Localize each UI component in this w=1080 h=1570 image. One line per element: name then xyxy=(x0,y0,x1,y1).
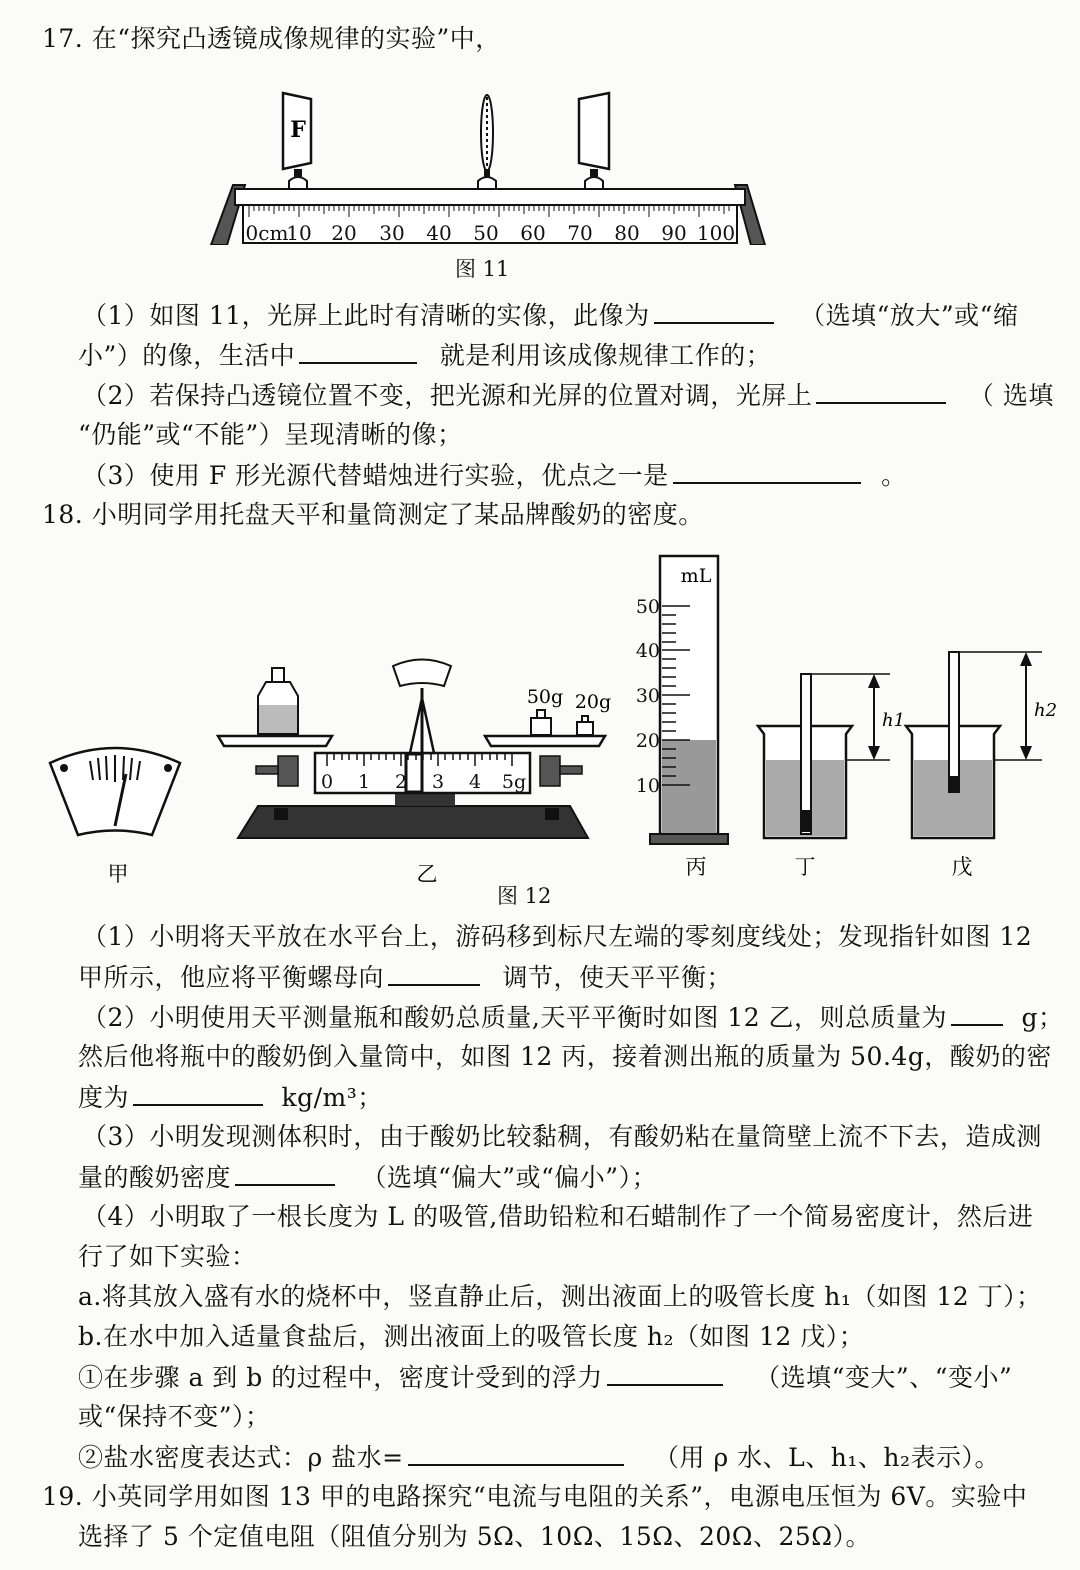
q17-part3-text-b: 。 xyxy=(881,461,907,490)
f-letter: F xyxy=(290,117,306,143)
q18-part2-line3 xyxy=(78,1080,383,1115)
q18-question2-line xyxy=(78,1440,1000,1475)
figure-12 xyxy=(40,548,1060,888)
scale-label-4: 4 xyxy=(468,771,482,793)
q18-question2-text-b: （用 ρ 水、L、h₁、h₂表示）。 xyxy=(654,1443,1000,1472)
q17-part2-line1 xyxy=(82,378,1054,413)
ruler-label-100: 100 xyxy=(696,221,736,245)
q17-part2-text-a: （2）若保持凸透镜位置不变，把光源和光屏的位置对调，光屏上 xyxy=(82,381,813,410)
q18-part2-text-b: g； xyxy=(1021,1003,1064,1032)
q18-question2-text-a: ②盐水密度表达式：ρ 盐水= xyxy=(78,1443,404,1472)
q18-part3-line2 xyxy=(78,1160,657,1195)
left-pan xyxy=(218,736,332,746)
q17-part3-text-a: （3）使用 F 形光源代替蜡烛进行实验，优点之一是 xyxy=(82,461,669,490)
scale-label-2: 2 xyxy=(394,771,408,793)
figure-12-caption: 图 12 xyxy=(497,884,552,908)
fig12-label-wu: 戊 xyxy=(951,855,973,879)
q18-part2-line1 xyxy=(82,1000,1064,1035)
yogurt-bottle xyxy=(258,668,298,734)
q17-part1-text-c: 小”）的像，生活中 xyxy=(78,341,296,370)
answer-blank-nut-direction[interactable] xyxy=(388,960,480,986)
f-light-source xyxy=(283,93,311,189)
cylinder-tick-40: 40 xyxy=(635,640,660,662)
ruler-label-40: 40 xyxy=(426,221,452,245)
ruler-label-70: 70 xyxy=(567,221,593,245)
q18-part3-text-b: 量的酸奶密度 xyxy=(78,1163,232,1192)
fig12-wu-beaker xyxy=(906,652,1057,838)
weight-label-20g: 20g xyxy=(574,691,612,713)
q19-line1: 19. 小英同学用如图 13 甲的电路探究“电流与电阻的关系”，电源电压恒为 6V。实验中 xyxy=(42,1482,1028,1511)
q17-part1-line1 xyxy=(82,298,1018,333)
ruler-label-80: 80 xyxy=(614,221,640,245)
cylinder-unit: mL xyxy=(680,565,712,587)
answer-blank-image-size[interactable] xyxy=(654,298,774,324)
right-pan xyxy=(485,736,605,746)
q18-part1-text-c: 调节，使天平平衡； xyxy=(502,963,732,992)
bench-rail xyxy=(235,189,745,205)
scale-label-5g: 5g xyxy=(501,771,527,793)
q18-part4-line1: （4）小明取了一根长度为 L 的吸管,借助铅粒和石蜡制作了一个简易密度计，然后进 xyxy=(82,1202,1034,1231)
answer-blank-density[interactable] xyxy=(133,1080,263,1106)
q17-title: 17. 在“探究凸透镜成像规律的实验”中， xyxy=(42,24,501,53)
q17-part2-text-b: （ 选填 xyxy=(968,381,1054,410)
cylinder-tick-30: 30 xyxy=(635,685,660,707)
q18-part2-text-d: 度为 xyxy=(78,1083,130,1112)
light-screen xyxy=(579,93,609,189)
ruler-label-50: 50 xyxy=(473,221,499,245)
scale-label-3: 3 xyxy=(431,771,445,793)
q18-part3-line1: （3）小明发现测体积时，由于酸奶比较黏稠，有酸奶粘在量筒壁上流不下去，造成测 xyxy=(82,1122,1042,1151)
convex-lens xyxy=(478,95,496,189)
q18-question1-line1 xyxy=(78,1360,1012,1395)
fig12-bing-measuring-cylinder xyxy=(636,556,728,844)
q17-part1-text-d: 就是利用该成像规律工作的； xyxy=(439,341,772,370)
q17-part1-line2 xyxy=(78,338,771,373)
scale-label-0: 0 xyxy=(320,771,334,793)
answer-blank-salt-water-density[interactable] xyxy=(408,1440,624,1466)
q18-part1-line1: （1）小明将天平放在水平台上，游码移到标尺左端的零刻度线处；发现指针如图 12 xyxy=(82,922,1033,951)
ruler-label-30: 30 xyxy=(379,221,405,245)
ruler-label-90: 90 xyxy=(661,221,687,245)
fig12-label-jia: 甲 xyxy=(107,862,129,886)
figure-11-caption: 图 11 xyxy=(455,257,510,281)
h1-label: h1 xyxy=(882,710,906,731)
fig12-ding-beaker xyxy=(758,674,905,838)
answer-blank-buoyancy[interactable] xyxy=(607,1360,723,1386)
answer-blank-error[interactable] xyxy=(235,1160,335,1186)
answer-blank-application[interactable] xyxy=(299,338,417,364)
fig12-label-ding: 丁 xyxy=(794,855,816,879)
q18-title: 18. 小明同学用托盘天平和量筒测定了某品牌酸奶的密度。 xyxy=(42,500,704,529)
ruler-label-20: 20 xyxy=(331,221,357,245)
q17-part2-line2: “仍能”或“不能”）呈现清晰的像； xyxy=(78,420,463,449)
q18-part4-line2: 行了如下实验： xyxy=(78,1242,257,1271)
q18-part3-text-c: （选填“偏大”或“偏小”）； xyxy=(361,1163,658,1192)
fig12-label-yi: 乙 xyxy=(416,862,438,886)
answer-blank-swap-image[interactable] xyxy=(816,378,946,404)
weights xyxy=(527,686,611,735)
cylinder-tick-20: 20 xyxy=(635,730,660,752)
ruler-label-0: 0cm xyxy=(245,221,289,245)
scale-label-1: 1 xyxy=(357,771,371,793)
q18-part1-line2 xyxy=(78,960,732,995)
q17-part3-line xyxy=(82,458,907,493)
q19-line2: 选择了 5 个定值电阻（阻值分别为 5Ω、10Ω、15Ω、20Ω、25Ω）。 xyxy=(78,1522,872,1551)
q18-step-a: a.将其放入盛有水的烧杯中，竖直静止后，测出液面上的吸管长度 h₁（如图 12 丁）； xyxy=(78,1282,1042,1311)
answer-blank-advantage[interactable] xyxy=(673,458,861,484)
q18-question1-text-a: ①在步骤 a 到 b 的过程中，密度计受到的浮力 xyxy=(78,1363,603,1392)
cylinder-tick-50: 50 xyxy=(635,596,660,618)
figure-11-optical-bench xyxy=(205,85,775,245)
q18-part1-text-b: 甲所示，他应将平衡螺母向 xyxy=(78,963,385,992)
fig12-jia-pointer-dial xyxy=(50,748,180,835)
q18-part2-line2: 然后他将瓶中的酸奶倒入量筒中，如图 12 丙，接着测出瓶的质量为 50.4g，酸奶的密 xyxy=(78,1042,1052,1071)
ruler-label-10: 10 xyxy=(286,221,312,245)
q18-question1-text-b: （选填“变大”、“变小” xyxy=(755,1363,1013,1392)
h2-label: h2 xyxy=(1034,700,1058,721)
q18-step-b: b.在水中加入适量食盐后，测出液面上的吸管长度 h₂（如图 12 戊）； xyxy=(78,1322,865,1351)
cylinder-tick-10: 10 xyxy=(635,775,660,797)
fig12-yi-balance xyxy=(218,660,611,839)
weight-label-50g: 50g xyxy=(526,686,564,708)
q18-part2-text-a: （2）小明使用天平测量瓶和酸奶总质量,天平平衡时如图 12 乙，则总质量为 xyxy=(82,1003,948,1032)
q18-part2-text-e: kg/m³； xyxy=(281,1083,383,1112)
answer-blank-total-mass[interactable] xyxy=(951,1000,1003,1026)
q18-question1-line2: 或“保持不变”）； xyxy=(78,1402,271,1431)
ruler-label-60: 60 xyxy=(520,221,546,245)
q17-part1-text-b: （选填“放大”或“缩 xyxy=(800,301,1019,330)
fig12-label-bing: 丙 xyxy=(685,855,707,879)
q17-part1-text-a: （1）如图 11，光屏上此时有清晰的实像，此像为 xyxy=(82,301,650,330)
